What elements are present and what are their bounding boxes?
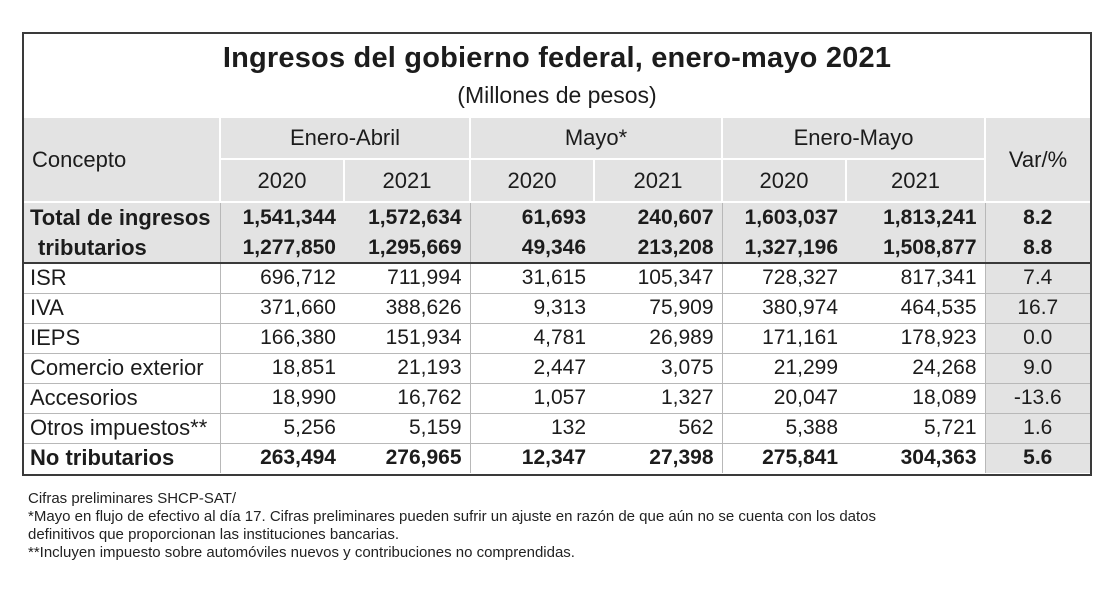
table-row [24,443,1090,473]
group-header-enero-mayo: Enero-Mayo [722,117,985,159]
table-row [24,293,1090,323]
header-row-groups [24,117,1090,159]
row-label: Accesorios [24,383,220,413]
table-cell: 166,380 [220,323,344,353]
table-cell: 562 [594,413,722,443]
table-cell: 5,721 [846,413,985,443]
table-frame [22,32,1092,476]
table-cell: 213,208 [594,233,722,263]
footnote-mayo-cont: definitivos que proporcionan las instituciones bancarias. [28,526,400,543]
table-cell: 304,363 [900,446,977,470]
table-cell: 711,994 [344,263,470,293]
revenue-table [24,116,1090,473]
table-cell: 1,327,196 [722,233,846,263]
table-cell: 276,965 [385,446,462,470]
table-cell: 24,268 [846,353,985,383]
year-header: 2020 [220,159,344,202]
row-label: No tributarios [30,445,175,471]
table-cell: 9,313 [470,293,594,323]
table-cell: 4,781 [470,323,594,353]
table-cell: 1,057 [470,383,594,413]
table-cell: 132 [470,413,594,443]
table-cell: 464,535 [846,293,985,323]
row-label: IVA [24,293,220,323]
var-cell: -13.6 [985,383,1090,413]
footnote-mayo: *Mayo en flujo de efectivo al día 17. Cifras preliminares pueden sufrir un ajuste en razón de que aún no se cuenta con los datos [28,508,877,525]
footnote-source: Cifras preliminares SHCP-SAT/ [28,490,237,507]
table-cell: 18,089 [846,383,985,413]
table-cell: 3,075 [594,353,722,383]
row-label: IEPS [24,323,220,353]
var-cell: 5.6 [985,443,1090,473]
year-header: 2021 [594,159,722,202]
table-cell: 26,989 [594,323,722,353]
table-cell: 1,327 [594,383,722,413]
table-cell: 1,508,877 [846,233,985,263]
table-subtitle: (Millones de pesos) [457,82,657,108]
footnote-otros: **Incluyen impuesto sobre automóviles nuevos y contribuciones no comprendidas. [28,544,575,561]
table-cell: 728,327 [722,263,846,293]
group-header-enero-abril: Enero-Abril [220,117,470,159]
table-cell: 263,494 [220,443,344,473]
row-label: Otros impuestos** [24,413,220,443]
row-label: Comercio exterior [24,353,220,383]
row-label: tributarios [24,233,220,263]
row-label: ISR [24,263,220,293]
var-header: Var/% [985,117,1090,202]
table-cell: 5,256 [220,413,344,443]
table-cell: 20,047 [722,383,846,413]
table-cell: 1,541,344 [220,202,344,233]
table-cell: 151,934 [344,323,470,353]
table-cell: 1,603,037 [722,202,846,233]
row-label: Total de ingresos [24,202,220,233]
table-cell: 16,762 [344,383,470,413]
concept-header: Concepto [24,117,220,202]
table-cell: 18,990 [220,383,344,413]
table-row [24,263,1090,293]
table-cell: 171,161 [722,323,846,353]
table-cell: 18,851 [220,353,344,383]
table-cell: 5,159 [344,413,470,443]
var-cell: 7.4 [985,263,1090,293]
table-cell: 371,660 [220,293,344,323]
table-cell: 1,295,669 [344,233,470,263]
table-cell: 105,347 [594,263,722,293]
table-cell: 5,388 [722,413,846,443]
table-cell: 61,693 [470,202,594,233]
table-cell: 27,398 [649,446,714,470]
table-row [24,353,1090,383]
table-cell: 1,277,850 [220,233,344,263]
table-cell: 696,712 [220,263,344,293]
table-row [24,383,1090,413]
footnotes [28,490,1103,562]
table-cell: 21,299 [722,353,846,383]
table-cell: 275,841 [722,443,846,473]
table-cell: 817,341 [846,263,985,293]
table-row [24,323,1090,353]
group-header-mayo: Mayo* [470,117,722,159]
year-header: 2021 [344,159,470,202]
table-cell: 75,909 [594,293,722,323]
year-header: 2020 [722,159,846,202]
table-cell: 2,447 [470,353,594,383]
table-title: Ingresos del gobierno federal, enero-mayo 2021 [222,42,892,74]
var-cell: 1.6 [985,413,1090,443]
table-row [24,202,1090,233]
year-header: 2021 [846,159,985,202]
var-cell: 16.7 [985,293,1090,323]
var-cell: 0.0 [985,323,1090,353]
var-cell: 8.2 [985,202,1090,233]
table-cell: 178,923 [846,323,985,353]
table-row [24,233,1090,263]
table-cell: 388,626 [344,293,470,323]
table-row [24,413,1090,443]
table-cell: 49,346 [470,233,594,263]
table-cell: 1,813,241 [846,202,985,233]
table-cell: 240,607 [594,202,722,233]
table-cell: 1,572,634 [344,202,470,233]
year-header: 2020 [470,159,594,202]
var-cell: 8.8 [985,233,1090,263]
table-cell: 31,615 [470,263,594,293]
var-cell: 9.0 [985,353,1090,383]
table-cell: 12,347 [470,443,594,473]
table-cell: 380,974 [722,293,846,323]
table-cell: 21,193 [344,353,470,383]
